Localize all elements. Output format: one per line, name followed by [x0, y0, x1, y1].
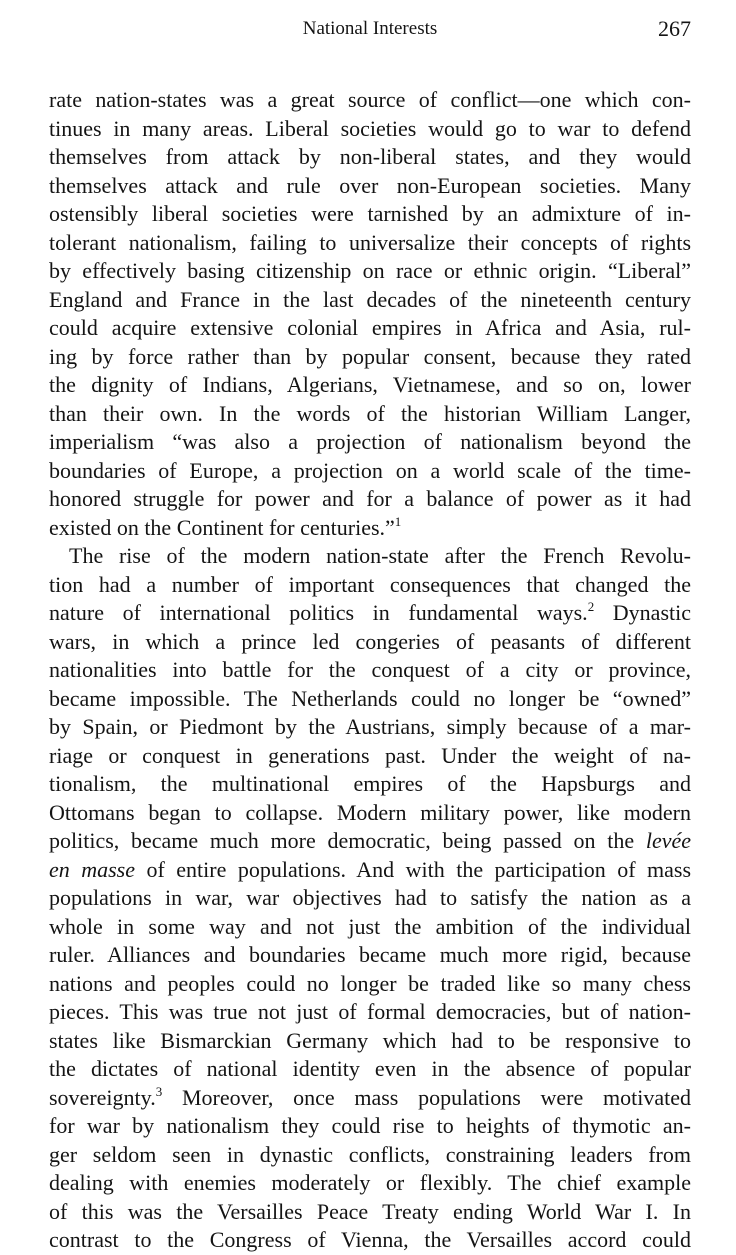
text-line: ruler. Alliances and boundaries became much more rigid, because [49, 942, 691, 967]
footnote-ref[interactable]: 3 [155, 1083, 163, 1099]
text-line: populations in war, war objectives had to satisfy the nation as a [49, 885, 691, 910]
text-line: sovereignty.$^3$ Moreover, once mass populations were motivated [49, 1083, 691, 1110]
running-title: National Interests [302, 18, 438, 39]
text-line: for war by nationalism they could rise to heights of thymotic an- [49, 1113, 691, 1138]
text-line: tion had a number of important consequences that changed the [49, 571, 691, 597]
text-line: themselves from attack by non-liberal states, and they would [49, 144, 691, 169]
text-line: of this was the Versailles Peace Treaty ending World War I. In [49, 1198, 691, 1224]
text-line: rate nation-states was a great source of conflict—one which con- [49, 87, 691, 112]
text-line: The rise of the modern nation-state after the French Revolu- [69, 543, 691, 568]
text-line: by Spain, or Piedmont by the Austrians, simply because of a mar- [49, 714, 691, 739]
text-line: ing by force rather than by popular consent, because they rated [49, 343, 691, 369]
page-text [49, 86, 691, 1255]
text-line: whole in some way and not just the ambition of the individual [49, 913, 691, 939]
footnote-ref[interactable]: 1 [394, 513, 402, 529]
text-line: nature of international politics in fundamental ways.$^2$ Dynastic [49, 599, 691, 625]
text-line: ger seldom seen in dynastic conflicts, constraining leaders from [49, 1141, 691, 1167]
text-line: ostensibly liberal societies were tarnished by an admixture of in- [49, 201, 691, 226]
text-line: politics, became much more democratic, being passed on the levée [49, 828, 692, 853]
text-line: England and France in the last decades of the nineteenth century [49, 286, 691, 312]
text-line: en masse of entire populations. And with the participation of mass [49, 856, 692, 882]
running-head [49, 14, 691, 44]
text-line: imperialism “was also a projection of nationalism beyond the [49, 429, 691, 454]
italic-term: en masse [49, 856, 136, 882]
italic-term: levée [645, 828, 692, 853]
text-line: the dictates of national identity even in the absence of popular [49, 1056, 691, 1081]
text-line: riage or conquest in generations past. Under the weight of na- [49, 742, 691, 768]
text-line: than their own. In the words of the historian William Langer, [49, 400, 691, 426]
text-line: themselves attack and rule over non-European societies. Many [49, 172, 691, 198]
text-line: nations and peoples could no longer be traded like so many chess [49, 970, 691, 996]
text-line: the dignity of Indians, Algerians, Vietnamese, and so on, lower [49, 372, 691, 397]
text-line: Ottomans began to collapse. Modern military power, like modern [49, 799, 691, 825]
text-line: tionalism, the multinational empires of the Hapsburgs and [49, 771, 691, 796]
page-number: 267 [658, 16, 691, 41]
text-line: by effectively basing citizenship on race or ethnic origin. “Liberal” [49, 258, 691, 283]
text-line: tolerant nationalism, failing to universalize their concepts of rights [49, 229, 691, 255]
text-line: tinues in many areas. Liberal societies would go to war to defend [49, 115, 691, 141]
text-line: wars, in which a prince led congeries of peasants of different [49, 628, 691, 654]
text-line: boundaries of Europe, a projection on a world scale of the time- [49, 457, 691, 483]
text-line: could acquire extensive colonial empires in Africa and Asia, rul- [49, 315, 691, 340]
text-line: dealing with enemies moderately or flexibly. The chief example [49, 1170, 691, 1195]
text-line: honored struggle for power and for a balance of power as it had [49, 486, 691, 511]
text-line: nationalities into battle for the conquest of a city or province, [49, 657, 691, 682]
text-line: pieces. This was true not just of formal democracies, but of nation- [49, 999, 691, 1024]
text-line: became impossible. The Netherlands could no longer be “owned” [49, 685, 691, 711]
footnote-ref[interactable]: 2 [587, 599, 595, 614]
text-line: states like Bismarckian Germany which had to be responsive to [49, 1027, 691, 1053]
text-line: contrast to the Congress of Vienna, the Versailles accord could [49, 1227, 691, 1252]
text-line: existed on the Continent for centuries.”$^1$ [49, 513, 402, 540]
